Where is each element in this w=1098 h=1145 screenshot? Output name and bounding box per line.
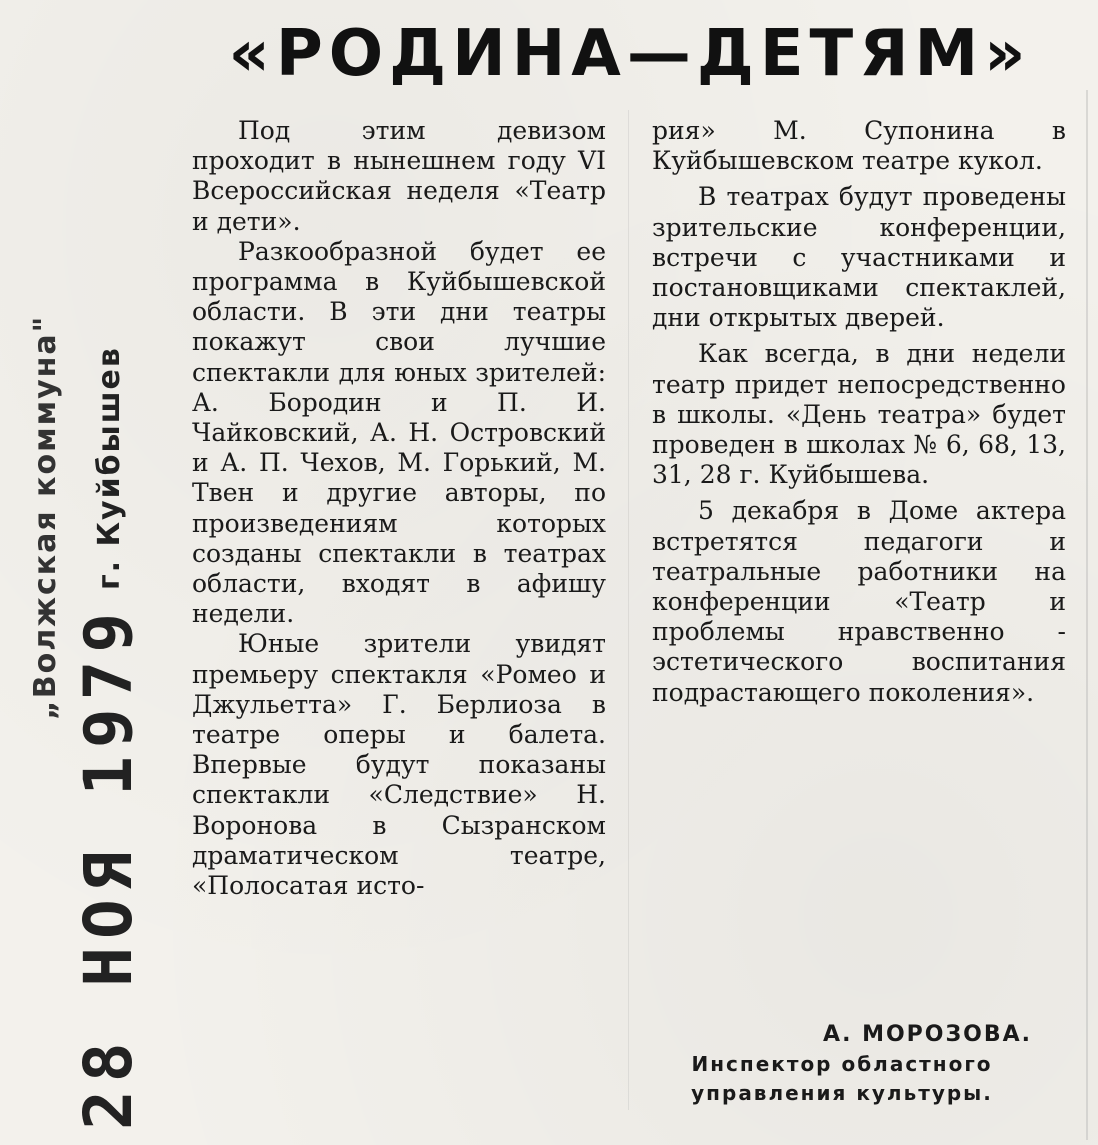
- paragraph: В театрах будут проведены зрительские конференции, встречи с участниками и постановщиками спектаклей, дни открытых дверей.: [652, 182, 1066, 333]
- column-divider: [628, 110, 629, 1110]
- author-title: управления культуры.: [691, 1081, 993, 1105]
- paragraph: Юные зрители увидят премьеру спектакля «Ромео и Джульетта» Г. Берлиоза в театре оперы и балета. Впервые будут показаны спектакли «Следствие» Н. Воронова в Сызранском драматическом театре, «Полосатая исто-: [192, 629, 606, 901]
- author-signature: [652, 1020, 1032, 1108]
- paragraph: Разкообразной будет ее программа в Куйбышевской области. В эти дни театры покажут свои лучшие спектакли для юных зрителей: А. Бородин и П. И. Чайковский, А. Н. Островский и А. П. Чехов, М. Горький, М. Твен и другие авторы, по произведениям которых созданы спектакли в театрах области, входят в афишу недели.: [192, 236, 606, 629]
- stamp-city: г. Куйбышев: [92, 346, 127, 590]
- paragraph: Под этим девизом проходит в нынешнем году VI Всероссийская неделя «Театр и дети».: [192, 116, 606, 236]
- article-left-column: [192, 116, 606, 901]
- paragraph: рия» М. Супонина в Куйбышевском театре кукол.: [652, 116, 1066, 176]
- paragraph: 5 декабря в Доме актера встретятся педагоги и театральные работники на конференции «Театр и проблемы нравственно - эстетического воспитания подрастающего поколения».: [652, 496, 1066, 707]
- stamp-newspaper-name: „Волжская коммуна": [28, 314, 63, 720]
- author-title: Инспектор областного: [691, 1052, 993, 1076]
- author-name: А. МОРОЗОВА.: [823, 1022, 1032, 1047]
- right-edge-line: [1086, 90, 1088, 1140]
- paragraph: Как всегда, в дни недели театр придет непосредственно в школы. «День театра» будет проведен в школах № 6, 68, 13, 31, 28 г. Куйбышева.: [652, 339, 1066, 490]
- stamp-date: 28 НОЯ 1979: [70, 604, 147, 1130]
- article-right-column: [652, 116, 1066, 708]
- headline: «РОДИНА—ДЕТЯМ»: [228, 17, 1032, 91]
